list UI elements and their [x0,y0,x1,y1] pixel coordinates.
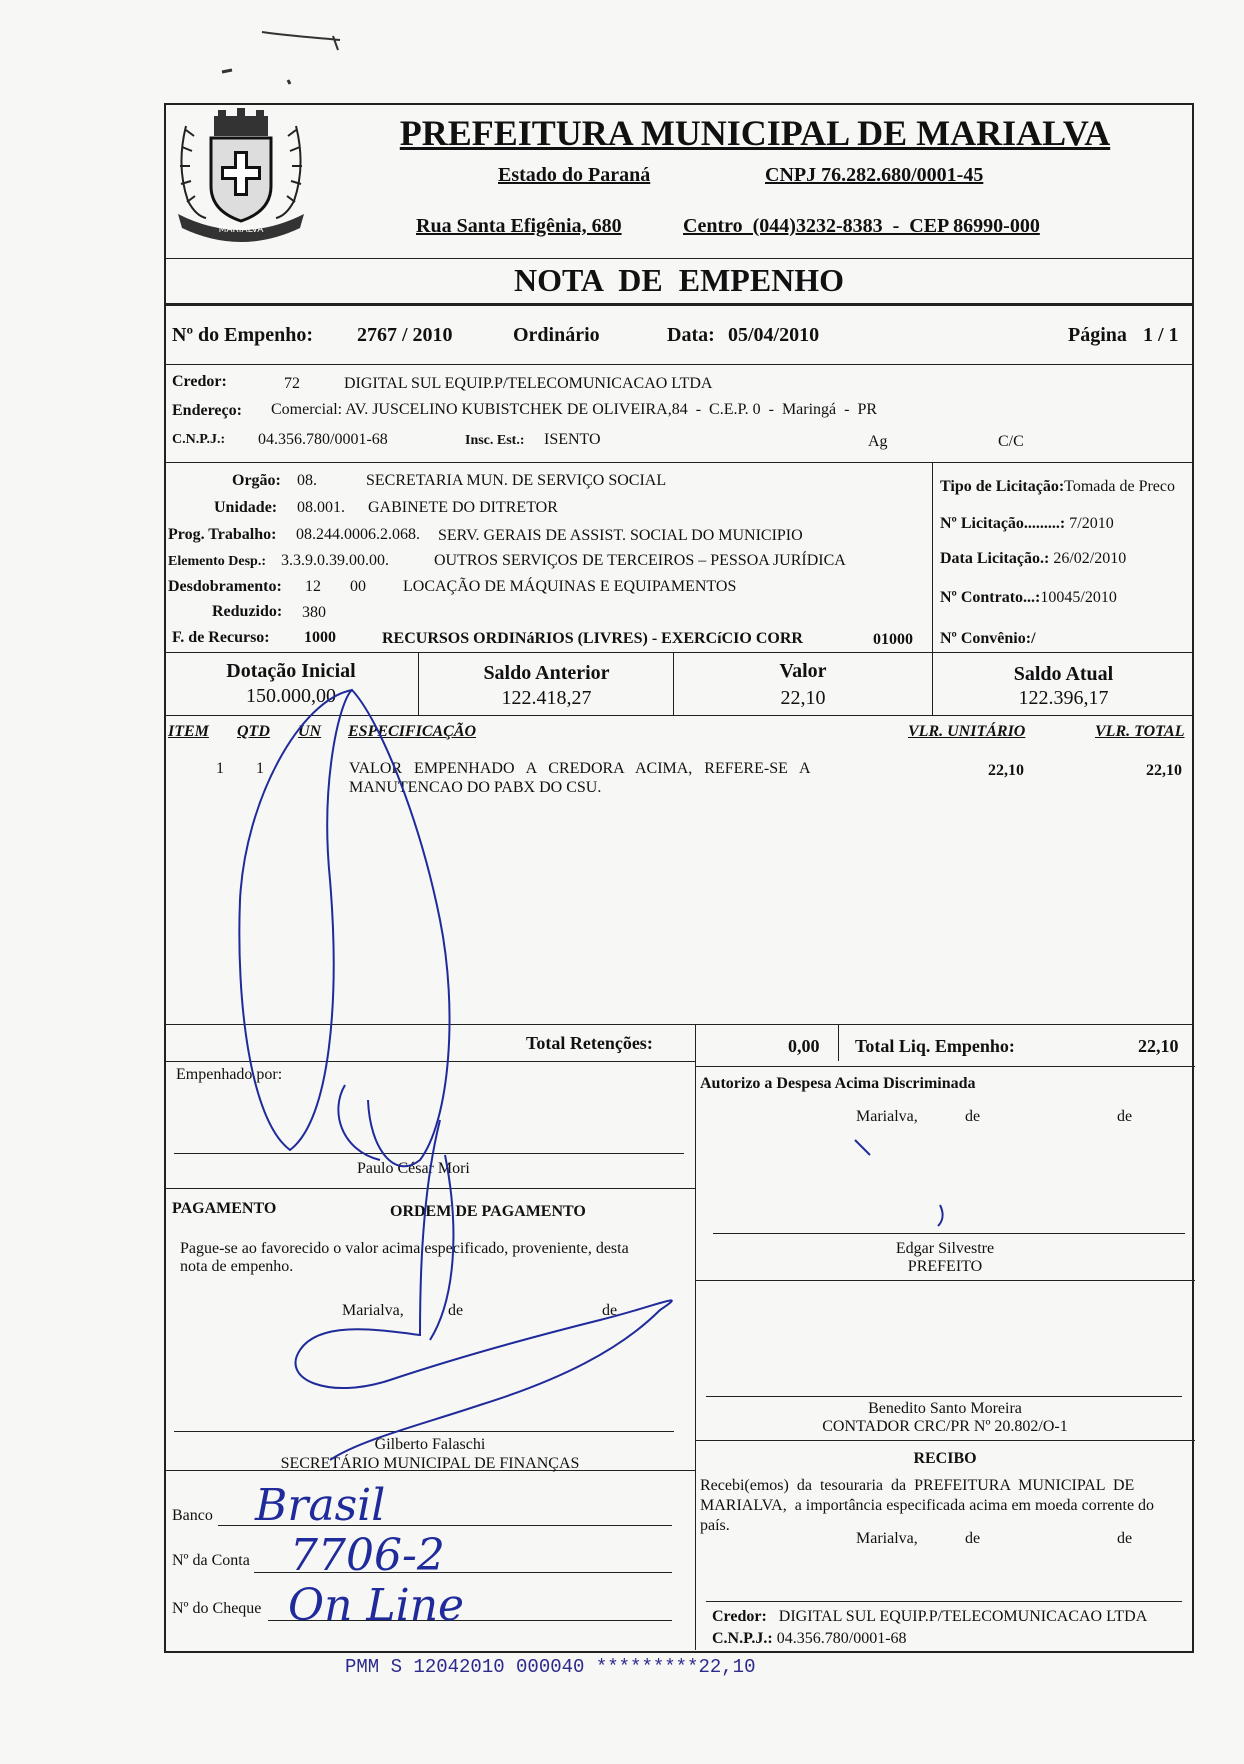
orgao-code: 08. [297,472,317,489]
credor-code: 72 [284,375,300,392]
cnpj-label: C.N.P.J.: [172,432,226,447]
pagamento-label: PAGAMENTO [172,1200,277,1217]
unidade-name: GABINETE DO DITRETOR [368,499,558,516]
saldo-anterior-value: 122.418,27 [501,687,592,709]
page-label: Página [1068,324,1127,346]
empenho-number-label: Nº do Empenho: [172,324,314,346]
credor-label: Credor: [172,373,227,390]
table-row-vlr-total: 22,10 [1146,762,1182,779]
saldo-anterior-label: Saldo Anterior [483,662,610,684]
recurso-code: 1000 [304,629,336,646]
pagamento-de2: de [602,1302,618,1319]
retencoes-label: Total Retenções: [526,1033,653,1053]
table-row-spec-line2: MANUTENCAO DO PABX DO CSU. [349,779,602,796]
recibo-de1: de [965,1530,981,1547]
recibo-texto-line1: Recebi(emos) da tesouraria da PREFEITURA MUNICIPAL DE [700,1477,1135,1494]
col-vlr-unitario: VLR. UNITÁRIO [908,723,1026,740]
table-row-item: 1 [216,760,224,777]
conta-label: Nº da Conta [172,1552,250,1569]
ag-label: Ag [868,433,888,450]
recurso-name: RECURSOS ORDINáRIOS (LIVRES) - EXERCíCIO CORR [382,630,803,647]
saldo-atual-label: Saldo Atual [1013,663,1114,685]
secretario-nome: Gilberto Falaschi [374,1436,486,1453]
banco-value: Brasil [255,1480,386,1531]
licitacao-number-value: 7/2010 [1069,515,1114,532]
ordem-pagamento-label: ORDEM DE PAGAMENTO [390,1203,586,1220]
elemento-label: Elemento Desp.: [168,554,266,569]
page-number: 1 / 1 [1143,324,1179,346]
pagamento-texto-line2: nota de empenho. [180,1258,294,1275]
cc-label: C/C [998,433,1024,450]
valor-label: Valor [779,660,827,682]
unidade-code: 08.001. [297,499,345,516]
recurso-number: 01000 [873,631,913,648]
saldo-atual-value: 122.396,17 [1018,687,1109,709]
recibo-texto-line3: país. [700,1517,730,1534]
col-vlr-total: VLR. TOTAL [1095,723,1185,740]
credor-cnpj: 04.356.780/0001-68 [258,431,388,448]
empenhado-label: Empenhado por: [176,1066,283,1083]
scan-dot [222,70,290,84]
reduzido-value: 380 [302,604,326,621]
licitacao-type-label: Tipo de Licitação: [940,478,1065,495]
liq-empenho-label: Total Liq. Empenho: [855,1036,1015,1056]
licitacao-date [940,550,1126,568]
recibo-credor-value: DIGITAL SUL EQUIP.P/TELECOMUNICACAO LTDA [778,1608,1148,1625]
orgao-name: SECRETARIA MUN. DE SERVIÇO SOCIAL [366,472,667,489]
empenho-number: 2767 / 2010 [357,324,453,346]
empenho-type: Ordinário [513,324,600,346]
orgao-label: Orgão: [232,472,281,489]
pagamento-local: Marialva, [342,1302,404,1319]
prog-label: Prog. Trabalho: [168,526,277,543]
prefeito-cargo: PREFEITO [907,1258,983,1275]
col-qtd: QTD [237,723,270,740]
licitacao-date-label: Data Licitação.: [940,550,1050,567]
licitacao-number-label: Nº Licitação.........: [940,515,1066,532]
col-especificacao: ESPECIFICAÇÃO [348,723,477,740]
cheque-label: Nº do Cheque [172,1600,262,1617]
unidade-label: Unidade: [214,499,278,516]
prog-name: SERV. GERAIS DE ASSIST. SOCIAL DO MUNICIPIO [438,527,803,544]
table-row-qtd: 1 [256,760,264,777]
liq-empenho-value: 22,10 [1138,1036,1179,1056]
recibo-cnpj-value: 04.356.780/0001-68 [776,1630,907,1647]
autorizo-de2: de [1117,1108,1133,1125]
scan-mark [262,32,340,50]
licitacao-date-value: 26/02/2010 [1053,550,1127,567]
reduzido-label: Reduzido: [212,603,283,620]
retencoes-value: 0,00 [788,1036,820,1056]
recibo-cnpj-label: C.N.P.J.: [712,1630,773,1647]
secretario-cargo: SECRETÁRIO MUNICIPAL DE FINANÇAS [280,1455,580,1472]
municipality-title: PREFEITURA MUNICIPAL DE MARIALVA [399,113,1111,153]
contador-cargo: CONTADOR CRC/PR Nº 20.802/O-1 [822,1418,1068,1435]
prefeito-nome: Edgar Silvestre [895,1240,995,1257]
dotacao-inicial-value: 150.000,00 [246,685,336,707]
col-un: UN [298,723,322,740]
recibo-credor-label: Credor: [712,1608,767,1625]
autorizo-de1: de [965,1108,981,1125]
svg-text:MARIALVA: MARIALVA [218,225,264,235]
pagamento-texto-line1: Pague-se ao favorecido o valor acima especificado, proveniente, desta [180,1240,629,1257]
contrato-value: 10045/2010 [1040,589,1117,606]
state-label: Estado do Paraná [498,164,651,186]
prog-code: 08.244.0006.2.068. [296,526,420,543]
empenhado-nome: Paulo César Mori [357,1160,470,1177]
empenho-date: 05/04/2010 [728,324,820,346]
contrato-label: Nº Contrato...: [940,589,1041,606]
recibo-title: RECIBO [913,1450,977,1467]
contrato [940,589,1117,607]
autorizo-label: Autorizo a Despesa Acima Discriminada [700,1075,976,1092]
recibo-cnpj [712,1630,907,1648]
empenho-date-label: Data: [667,324,715,346]
municipality-cnpj: CNPJ 76.282.680/0001-45 [765,164,984,186]
elemento-name: OUTROS SERVIÇOS DE TERCEIROS – PESSOA JURÍDICA [434,552,846,569]
credor-insc: ISENTO [544,431,601,448]
recibo-texto-line2: MARIALVA, a importância especificada acima em moeda corrente do [700,1497,1155,1514]
document-title: NOTA DE EMPENHO [513,262,845,298]
insc-label: Insc. Est.: [465,433,525,448]
licitacao-type-value: Tomada de Preco [1064,478,1175,495]
desdobramento-a: 12 [305,578,321,595]
desdobramento-name: LOCAÇÃO DE MÁQUINAS E EQUIPAMENTOS [403,578,737,595]
licitacao-number [940,515,1114,533]
dotacao-inicial-label: Dotação Inicial [226,660,356,682]
licitacao-type [940,478,1175,496]
payment-stamp: PMM S 12042010 000040 *********22,10 [345,1656,756,1678]
municipality-address: Rua Santa Efigênia, 680 [416,215,622,237]
table-row-vlr-unitario: 22,10 [988,762,1024,779]
credor-name: DIGITAL SUL EQUIP.P/TELECOMUNICACAO LTDA [344,375,713,392]
recibo-de2: de [1117,1530,1133,1547]
cheque-value: On Line [288,1580,465,1631]
elemento-code: 3.3.9.0.39.00.00. [281,552,389,569]
pagamento-de1: de [448,1302,464,1319]
contador-nome: Benedito Santo Moreira [868,1400,1022,1417]
banco-label: Banco [172,1507,213,1524]
desdobramento-b: 00 [350,578,366,595]
valor-value: 22,10 [780,687,826,709]
desdobramento-label: Desdobramento: [168,578,282,595]
municipality-contact: Centro (044)3232-8383 - CEP 86990-000 [683,215,1040,237]
table-row-spec-line1: VALOR EMPENHADO A CREDORA ACIMA, REFERE-SE A [349,760,811,777]
autorizo-local: Marialva, [856,1108,918,1125]
col-item: ITEM [168,723,209,740]
conta-value: 7706-2 [290,1530,445,1581]
recibo-credor [712,1608,1147,1626]
convenio-label: Nº Convênio:/ [940,630,1036,647]
recibo-local: Marialva, [856,1530,918,1547]
recurso-label: F. de Recurso: [172,629,270,646]
credor-address: Comercial: AV. JUSCELINO KUBISTCHEK DE OLIVEIRA,84 - C.E.P. 0 - Maringá - PR [271,401,878,418]
endereco-label: Endereço: [172,402,242,419]
